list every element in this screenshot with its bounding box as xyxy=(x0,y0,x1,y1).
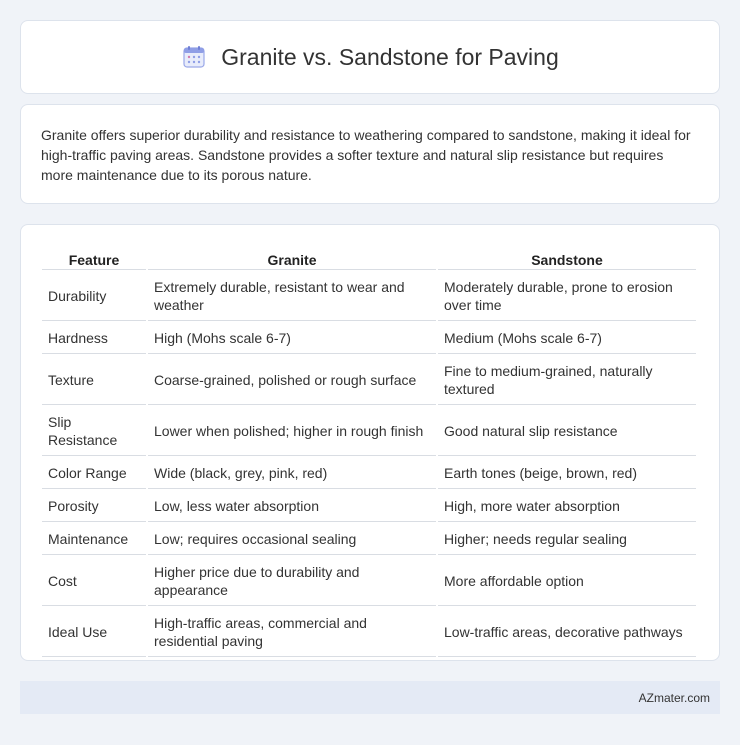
cell-sandstone: Moderately durable, prone to erosion over time xyxy=(438,272,696,321)
cell-sandstone: High, more water absorption xyxy=(438,491,696,522)
comparison-table-card xyxy=(20,224,720,661)
cell-granite: Higher price due to durability and appearance xyxy=(148,557,436,606)
cell-sandstone: Low-traffic areas, decorative pathways xyxy=(438,608,696,657)
table-row xyxy=(42,356,696,405)
column-header-sandstone: Sandstone xyxy=(438,247,696,270)
cell-sandstone: Fine to medium-grained, naturally textured xyxy=(438,356,696,405)
cell-feature: Texture xyxy=(42,356,146,405)
cell-sandstone: Earth tones (beige, brown, red) xyxy=(438,458,696,489)
cell-feature: Slip Resistance xyxy=(42,407,146,456)
footer xyxy=(20,681,720,714)
cell-feature: Durability xyxy=(42,272,146,321)
page-title: Granite vs. Sandstone for Paving xyxy=(221,43,559,70)
footer-brand: AZmater.com xyxy=(638,690,710,705)
cell-sandstone: More affordable option xyxy=(438,557,696,606)
cell-sandstone: Good natural slip resistance xyxy=(438,407,696,456)
title-card xyxy=(20,20,720,94)
calendar-icon xyxy=(181,44,207,70)
table-row xyxy=(42,524,696,555)
table-row xyxy=(42,323,696,354)
cell-granite: High-traffic areas, commercial and residential paving xyxy=(148,608,436,657)
table-row xyxy=(42,491,696,522)
cell-feature: Ideal Use xyxy=(42,608,146,657)
summary-text: Granite offers superior durability and resistance to weathering compared to sandstone, making it ideal for high-traffic paving areas. Sandstone provides a softer texture and natural slip resistance but requires more maintenance due to its porous nature. xyxy=(41,127,691,183)
summary-card xyxy=(20,104,720,204)
table-row xyxy=(42,458,696,489)
table-row xyxy=(42,272,696,321)
cell-granite: Extremely durable, resistant to wear and weather xyxy=(148,272,436,321)
cell-feature: Maintenance xyxy=(42,524,146,555)
cell-feature: Porosity xyxy=(42,491,146,522)
cell-feature: Hardness xyxy=(42,323,146,354)
comparison-table xyxy=(40,245,698,659)
table-row xyxy=(42,557,696,606)
column-header-feature: Feature xyxy=(42,247,146,270)
table-row xyxy=(42,407,696,456)
cell-granite: Lower when polished; higher in rough finish xyxy=(148,407,436,456)
cell-granite: Coarse-grained, polished or rough surface xyxy=(148,356,436,405)
table-row xyxy=(42,608,696,657)
cell-sandstone: Higher; needs regular sealing xyxy=(438,524,696,555)
cell-granite: Low, less water absorption xyxy=(148,491,436,522)
cell-granite: Wide (black, grey, pink, red) xyxy=(148,458,436,489)
cell-sandstone: Medium (Mohs scale 6-7) xyxy=(438,323,696,354)
cell-granite: High (Mohs scale 6-7) xyxy=(148,323,436,354)
cell-feature: Cost xyxy=(42,557,146,606)
table-header-row xyxy=(42,247,696,270)
cell-feature: Color Range xyxy=(42,458,146,489)
cell-granite: Low; requires occasional sealing xyxy=(148,524,436,555)
column-header-granite: Granite xyxy=(148,247,436,270)
